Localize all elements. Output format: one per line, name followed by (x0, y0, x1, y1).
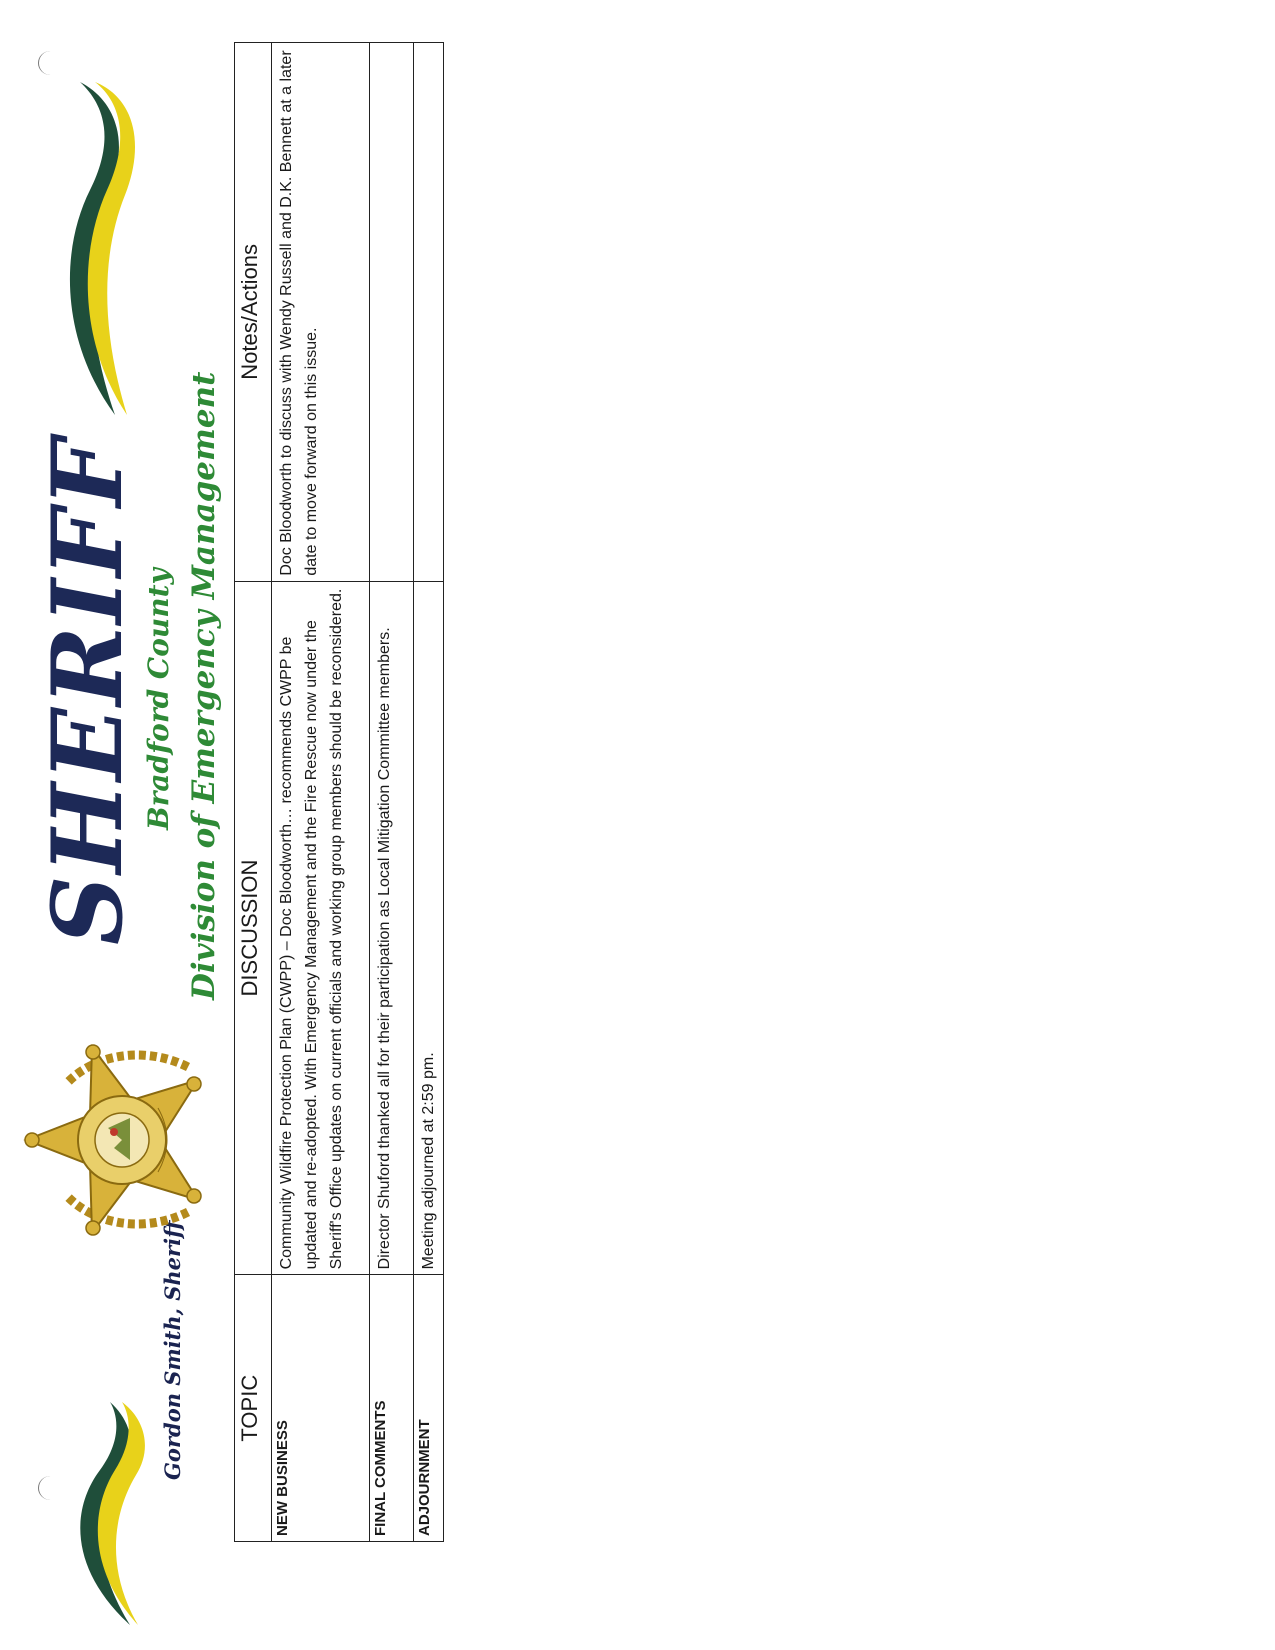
column-header-notes: Notes/Actions (235, 43, 272, 582)
title-sheriff: SHERIFF (31, 436, 144, 945)
topic-cell: FINAL COMMENTS (370, 1275, 414, 1542)
swoosh-left-decoration (60, 1400, 160, 1630)
column-header-discussion: DISCUSSION (235, 581, 272, 1275)
table-header-row (235, 43, 272, 1542)
notes-cell (414, 43, 444, 582)
notes-cell: Doc Bloodworth to discuss with Wendy Russell and D.K. Bennett at a later date to move forward on this issue. (272, 43, 370, 582)
punch-hole-mark (38, 51, 63, 75)
swoosh-right-decoration (55, 80, 150, 420)
discussion-cell: Director Shuford thanked all for their participation as Local Mitigation Committee members. (370, 581, 414, 1275)
title-division: Division of Emergency Management (186, 371, 222, 1000)
sheriff-badge-logo (18, 1027, 228, 1252)
column-header-topic: TOPIC (235, 1275, 272, 1542)
discussion-cell: Meeting adjourned at 2:59 pm. (414, 581, 444, 1275)
rotated-page (0, 0, 480, 1650)
table-row (272, 43, 370, 1542)
title-county: Bradford County (142, 568, 175, 830)
table-row (414, 43, 444, 1542)
discussion-cell: Community Wildfire Protection Plan (CWPP) – Doc Bloodworth… recommends CWPP be updated and re-adopted. With Emergency Management and the Fire Rescue now under the Sheriff's Office updates on current officials and working group members should be reconsidered. (272, 581, 370, 1275)
notes-cell (370, 43, 414, 582)
sheriff-name: Gordon Smith, Sheriff (160, 1220, 185, 1480)
minutes-table (234, 42, 444, 1542)
table-row (370, 43, 414, 1542)
topic-cell: NEW BUSINESS (272, 1275, 370, 1542)
topic-cell: ADJOURNMENT (414, 1275, 444, 1542)
